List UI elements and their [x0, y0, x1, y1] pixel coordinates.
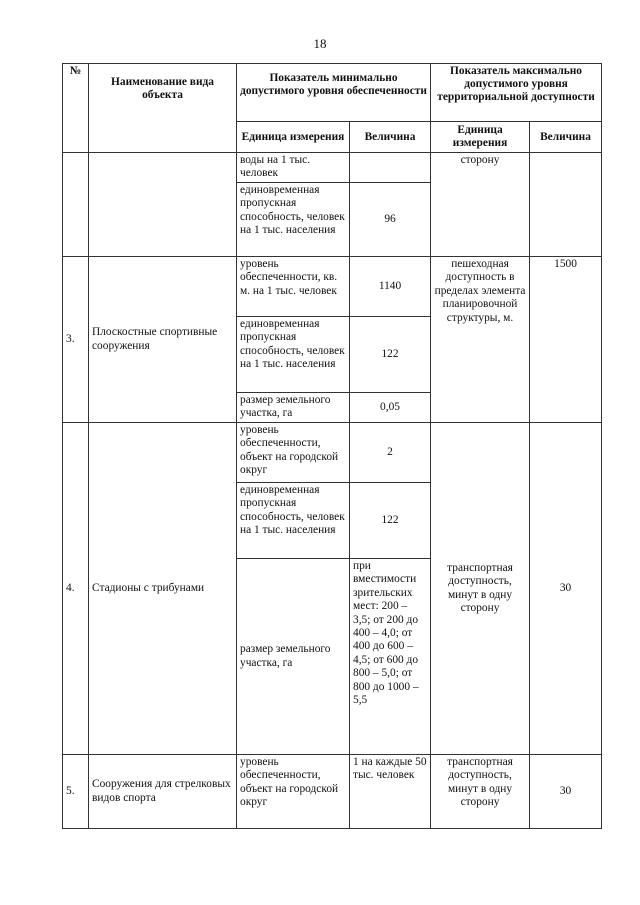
access-unit: пешеходная доступность в пределах элемента планировочной структуры, м.	[431, 257, 530, 423]
table-row	[63, 423, 602, 483]
row-number: 5.	[63, 755, 89, 829]
row-number: 3.	[63, 257, 89, 423]
object-name: Сооружения для стрелковых видов спорта	[89, 755, 237, 829]
object-name: Стадионы с трибунами	[89, 423, 237, 755]
standards-table	[62, 63, 602, 829]
header-row	[63, 64, 602, 122]
table-row	[63, 755, 602, 829]
cont-name-cell	[89, 153, 237, 257]
cont-unit-2: единовременная пропускная способность, человек на 1 тыс. населения	[237, 183, 350, 257]
indicator-unit: уровень обеспеченности, кв. м. на 1 тыс. человек	[237, 257, 350, 317]
header-unit: Единица измерения	[237, 122, 350, 153]
indicator-unit: уровень обеспеченности, объект на городской округ	[237, 755, 350, 829]
indicator-value: 2	[350, 423, 431, 483]
indicator-unit: единовременная пропускная способность, человек на 1 тыс. населения	[237, 483, 350, 559]
table-row	[63, 257, 602, 317]
cont-access-value	[530, 153, 602, 257]
object-name: Плоскостные спортивные сооружения	[89, 257, 237, 423]
indicator-value: при вместимости зрительских мест: 200 – 3,5; от 200 до 400 – 4,0; от 400 до 600 – 4,5; от 600 до 800 – 5,0; от 800 до 1000 – 5,5	[350, 559, 431, 755]
indicator-value: 122	[350, 483, 431, 559]
access-value: 1500	[530, 257, 602, 423]
access-unit: транспортная доступность, минут в одну сторону	[431, 755, 530, 829]
access-value: 30	[530, 423, 602, 755]
header-value: Величина	[350, 122, 431, 153]
row-number: 4.	[63, 423, 89, 755]
cont-value-1	[350, 153, 431, 183]
header-max-indicator: Показатель максимально допустимого уровня территориальной доступности	[431, 64, 602, 122]
access-unit: транспортная доступность, минут в одну сторону	[431, 423, 530, 755]
header-unit-2: Единица измерения	[431, 122, 530, 153]
header-num: №	[63, 64, 89, 153]
page-number: 18	[313, 36, 327, 51]
cont-value-2: 96	[350, 183, 431, 257]
indicator-value: 0,05	[350, 393, 431, 423]
indicator-unit: размер земельного участка, га	[237, 559, 350, 755]
indicator-value: 122	[350, 317, 431, 393]
header-value-2: Величина	[530, 122, 602, 153]
indicator-unit: уровень обеспеченности, объект на городской округ	[237, 423, 350, 483]
table-row	[63, 153, 602, 183]
header-min-indicator: Показатель минимально допустимого уровня обеспеченности	[237, 64, 431, 122]
indicator-unit: единовременная пропускная способность, человек на 1 тыс. населения	[237, 317, 350, 393]
access-value: 30	[530, 755, 602, 829]
indicator-value: 1140	[350, 257, 431, 317]
header-object-name: Наименование вида объекта	[89, 64, 237, 153]
indicator-value: 1 на каждые 50 тыс. человек	[350, 755, 431, 829]
cont-access-unit: сторону	[431, 153, 530, 257]
cont-unit-1: воды на 1 тыс. человек	[237, 153, 350, 183]
cont-num-cell	[63, 153, 89, 257]
indicator-unit: размер земельного участка, га	[237, 393, 350, 423]
